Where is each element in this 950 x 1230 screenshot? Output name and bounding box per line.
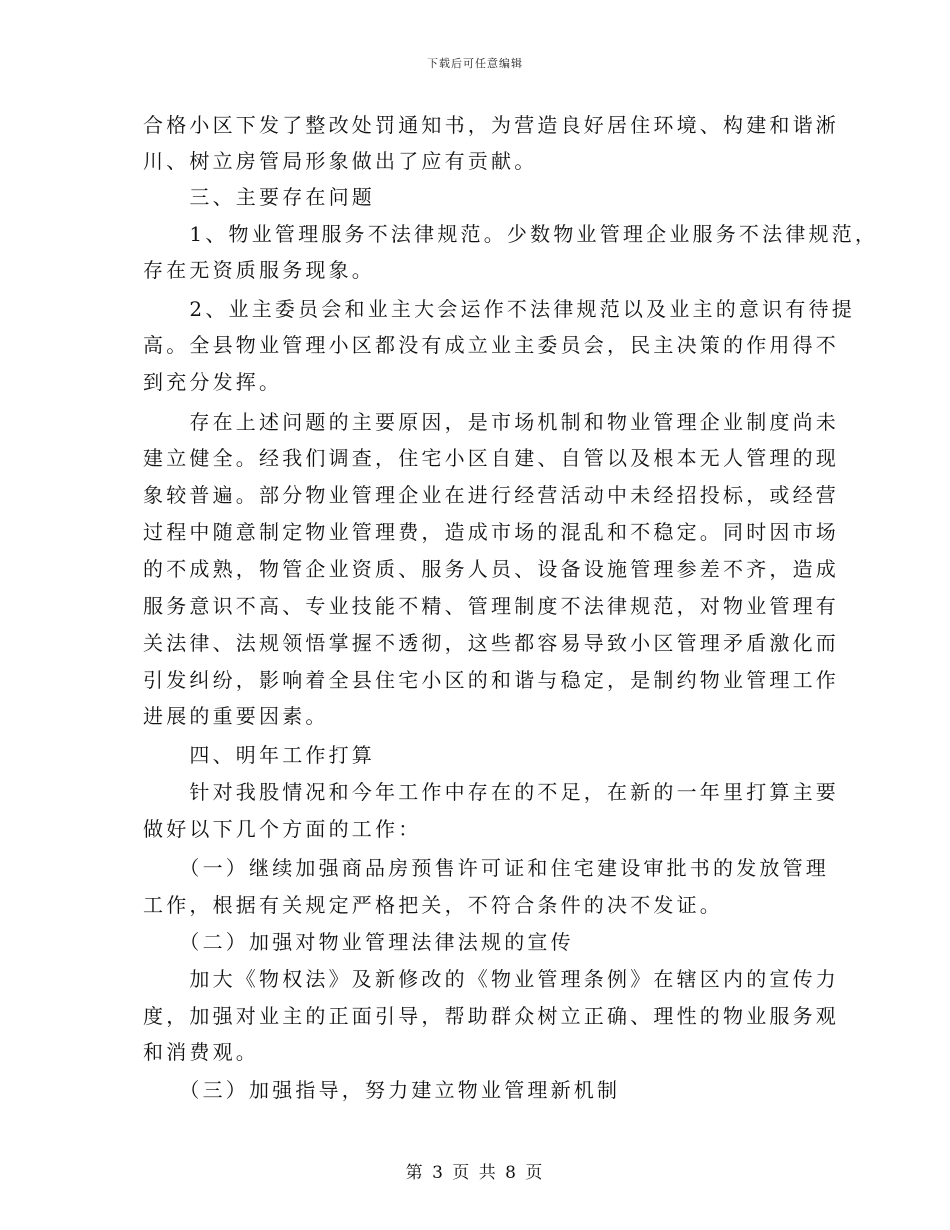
text-line: 的不成熟，物管企业资质、服务人员、设备设施管理参差不齐，造成 xyxy=(143,557,839,581)
text-line: 2、业主委员会和业主大会运作不法律规范以及业主的意识有待提 xyxy=(143,297,855,321)
text-line: 象较普遍。部分物业管理企业在进行经营活动中未经招投标，或经营 xyxy=(143,483,839,507)
subsection-heading: （二）加强对物业管理法律法规的宣传 xyxy=(143,930,574,954)
text-line: 存在上述问题的主要原因，是市场机制和物业管理企业制度尚未 xyxy=(143,410,839,434)
text-line: 引发纠纷，影响着全县住宅小区的和谐与稳定，是制约物业管理工作 xyxy=(143,668,839,692)
text-line: 建立健全。经我们调查，住宅小区自建、自管以及根本无人管理的现 xyxy=(143,446,839,470)
text-line: 1、物业管理服务不法律规范。少数物业管理企业服务不法律规范， xyxy=(143,222,879,246)
text-line: 做好以下几个方面的工作： xyxy=(143,817,422,841)
text-line: 工作，根据有关规定严格把关，不符合条件的决不发证。 xyxy=(143,893,723,917)
text-line: 存在无资质服务现象。 xyxy=(143,258,375,282)
text-line: 加大《物权法》及新修改的《物业管理条例》在辖区内的宣传力 xyxy=(143,967,839,991)
text-line: 过程中随意制定物业管理费，造成市场的混乱和不稳定。同时因市场 xyxy=(143,520,839,544)
text-line: 服务意识不高、专业技能不精、管理制度不法律规范，对物业管理有 xyxy=(143,594,839,618)
text-line: 到充分发挥。 xyxy=(143,370,283,394)
section-heading: 三、主要存在问题 xyxy=(143,185,375,209)
text-line: 高。全县物业管理小区都没有成立业主委员会，民主决策的作用得不 xyxy=(143,333,839,357)
text-line: 关法律、法规领悟掌握不透彻，这些都容易导致小区管理矛盾激化而 xyxy=(143,631,839,655)
text-line: 进展的重要因素。 xyxy=(143,704,329,728)
text-line: 针对我股情况和今年工作中存在的不足，在新的一年里打算主要 xyxy=(143,780,839,804)
text-line: 度，加强对业主的正面引导，帮助群众树立正确、理性的物业服务观 xyxy=(143,1004,839,1028)
section-heading: 四、明年工作打算 xyxy=(143,743,375,767)
subsection-heading: （三）加强指导，努力建立物业管理新机制 xyxy=(143,1078,621,1102)
text-line: 合格小区下发了整改处罚通知书，为营造良好居住环境、构建和谐淅 xyxy=(143,113,839,137)
text-line: 川、树立房管局形象做出了应有贡献。 xyxy=(143,149,538,173)
text-line: （一）继续加强商品房预售许可证和住宅建设审批书的发放管理 xyxy=(143,856,829,880)
page-number: 第 3 页 共 8 页 xyxy=(405,1163,545,1183)
page-header: 下载后可任意编辑 xyxy=(427,57,523,70)
text-line: 和消费观。 xyxy=(143,1040,259,1064)
